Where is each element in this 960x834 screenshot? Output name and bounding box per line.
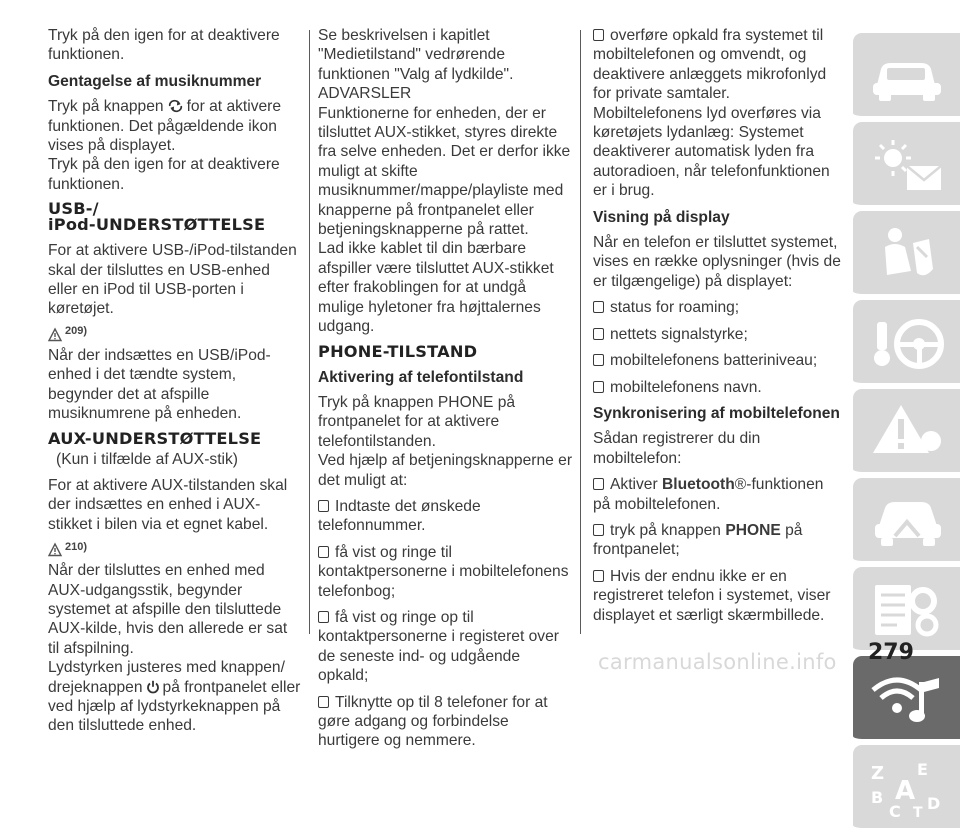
paragraph: Tryk på den igen for at deaktivere funktionen. [48, 27, 280, 64]
paragraph: For at aktivere USB-/iPod-tilstanden skal der tilsluttes en USB-enhed eller en iPod til USB-porten i køretøjet. [48, 242, 297, 318]
heading-usb: USB-/ iPod-UNDERSTØTTELSE [48, 199, 266, 235]
paragraph: Tryk på den igen for at deaktivere funktionen. [48, 156, 280, 193]
breakdown-icon [867, 490, 947, 552]
paragraph: (Kun i tilfælde af AUX-stik) [56, 450, 238, 468]
paragraph: Når der tilsluttes en enhed med AUX-udgangsstik, begynder systemet at afspille den tilsluttede AUX-kilde, hvis den allerede er sat til afspilning. [48, 562, 288, 657]
watermark: carmanualsonline.info [598, 650, 837, 674]
tab-index[interactable] [853, 745, 960, 834]
warning-triangle-icon [867, 401, 947, 463]
column-right [593, 26, 843, 632]
svg-text:A: A [895, 776, 916, 806]
repeat-icon [167, 99, 184, 113]
paragraph: ADVARSLER [318, 85, 412, 103]
bullet-box-icon [593, 381, 604, 393]
paragraph: Lydstyrken justeres med knappen/ drejeknappen på frontpanelet eller ved hjælp af lydstyrkeknappen på den tilsluttede enhed. [48, 659, 301, 735]
index-icon [867, 757, 947, 819]
list-item: Aktiver Bluetooth®-funktionen på mobiltelefonen. [593, 476, 824, 513]
bullet-box-icon [593, 29, 604, 41]
page-number: 279 [868, 640, 914, 665]
paragraph: Sådan registrerer du din mobiltelefon: [593, 430, 761, 467]
list-item: få vist og ringe til kontaktpersonerne i mobiltelefonens telefonbog; [318, 543, 569, 600]
svg-text:Z: Z [871, 763, 885, 784]
bullet-box-icon [318, 611, 329, 623]
paragraph: Tryk på knappen PHONE på frontpanelet for at aktivere telefontilstanden. [318, 393, 516, 450]
warning-note [48, 326, 302, 342]
chapter-tabs [853, 33, 960, 834]
tab-safety[interactable] [853, 211, 960, 300]
heading-display: Visning på display [593, 208, 730, 226]
safety-icon [867, 223, 947, 285]
paragraph: Når en telefon er tilsluttet systemet, vises en række oplysninger (hvis de er tilgængelige) på displayet: [593, 234, 841, 290]
tab-car[interactable] [853, 33, 960, 122]
heading-repeat-track: Gentagelse af musiknummer [48, 72, 262, 90]
paragraph: Ved hjælp af betjeningsknapperne er det muligt at: [318, 452, 573, 489]
warning-note [48, 541, 302, 557]
paragraph: Se beskrivelsen i kapitlet "Medietilstand" vedrørende funktionen "Valg af lydkilde". [318, 27, 514, 83]
tab-dashboard[interactable] [853, 122, 960, 211]
paragraph: Funktionerne for enheden, der er tilsluttet AUX-stikket, styres direkte fra selve enheden. Det er derfor ikke muligt at skifte musiknummer/mappe/playliste med knapperne på frontpanelet eller betjeningsknapperne på rattet. [318, 104, 571, 239]
paragraph: Tryk på knappen for at aktivere funktionen. Det pågældende ikon vises på displayet. [48, 98, 282, 155]
bullet-box-icon [593, 354, 604, 366]
list-item: Hvis der endnu ikke er en registreret telefon i systemet, viser displayet et særligt skærmbillede. [593, 567, 831, 624]
bullet-box-icon [318, 500, 329, 512]
column-left [48, 26, 302, 736]
bullet-box-icon [593, 328, 604, 340]
bullet-box-icon [593, 478, 604, 490]
list-item: Indtaste det ønskede telefonnummer. [318, 497, 481, 535]
power-knob-icon [146, 680, 160, 694]
bullet-box-icon [318, 546, 329, 558]
car-icon [867, 45, 947, 107]
paragraph: Lad ikke kablet til din bærbare afspiller være tilsluttet AUX-stikket efter frakoblingen for at undgå mulige hyletoner fra højttalernes udgang. [318, 240, 554, 336]
tab-breakdown[interactable] [853, 478, 960, 567]
start-drive-icon [867, 312, 947, 374]
svg-text:E: E [917, 760, 928, 779]
heading-aux: AUX-UNDERSTØTTELSE [48, 428, 262, 448]
bullet-box-icon [593, 301, 604, 313]
heading-activate-phone: Aktivering af telefontilstand [318, 368, 524, 386]
list-item: status for roaming; [593, 298, 843, 317]
column-divider [580, 30, 581, 634]
bullet-box-icon [593, 524, 604, 536]
list-item: få vist og ringe op til kontaktpersonerne i registeret over de seneste ind- og udgående opkald; [318, 608, 559, 685]
svg-text:B: B [871, 788, 884, 807]
tab-start-drive[interactable] [853, 300, 960, 389]
heading-sync-phone: Synkronisering af mobiltelefonen [593, 404, 840, 422]
svg-text:T: T [913, 805, 923, 821]
paragraph: Mobiltelefonens lyd overføres via køretøjets lydanlæg: Systemet deaktiverer automatisk lyden fra autoradioen, når telefonfunktionen er i brug. [593, 104, 830, 200]
list-item: mobiltelefonens navn. [593, 378, 843, 397]
svg-text:D: D [927, 794, 941, 813]
list-item: Tilknytte op til 8 telefoner for at gøre adgang og forbindelse hurtigere og nemmere. [318, 693, 548, 750]
bullet-box-icon [318, 696, 329, 708]
column-divider [309, 30, 310, 634]
list-item: mobiltelefonens batteriniveau; [593, 351, 843, 370]
note-ref: 209) [65, 325, 88, 338]
maintenance-icon [867, 579, 947, 641]
list-item: nettets signalstyrke; [593, 325, 843, 344]
warning-icon [48, 543, 62, 557]
dashboard-lights-icon [867, 134, 947, 196]
note-ref: 210) [65, 540, 88, 553]
tab-warnings[interactable] [853, 389, 960, 478]
paragraph: For at aktivere AUX-tilstanden skal der indsættes en enhed i AUX-stikket i bilen via et egnet kabel. [48, 476, 288, 533]
column-middle [318, 26, 572, 758]
list-item: tryk på knappen PHONE på frontpanelet; [593, 521, 803, 559]
paragraph: Når der indsættes en USB/iPod-enhed i det tændte system, begynder det at afspille musiknumrene på enheden. [48, 346, 271, 423]
tab-multimedia[interactable] [853, 656, 960, 745]
multimedia-icon [867, 668, 947, 730]
bullet-box-icon [593, 570, 604, 582]
list-item: overføre opkald fra systemet til mobiltelefonen og omvendt, og deaktivere anlæggets mikrofonlyd for private samtaler. [593, 27, 827, 103]
warning-icon [48, 328, 62, 342]
svg-text:C: C [889, 802, 901, 821]
heading-phone-mode: PHONE-TILSTAND [318, 341, 478, 361]
